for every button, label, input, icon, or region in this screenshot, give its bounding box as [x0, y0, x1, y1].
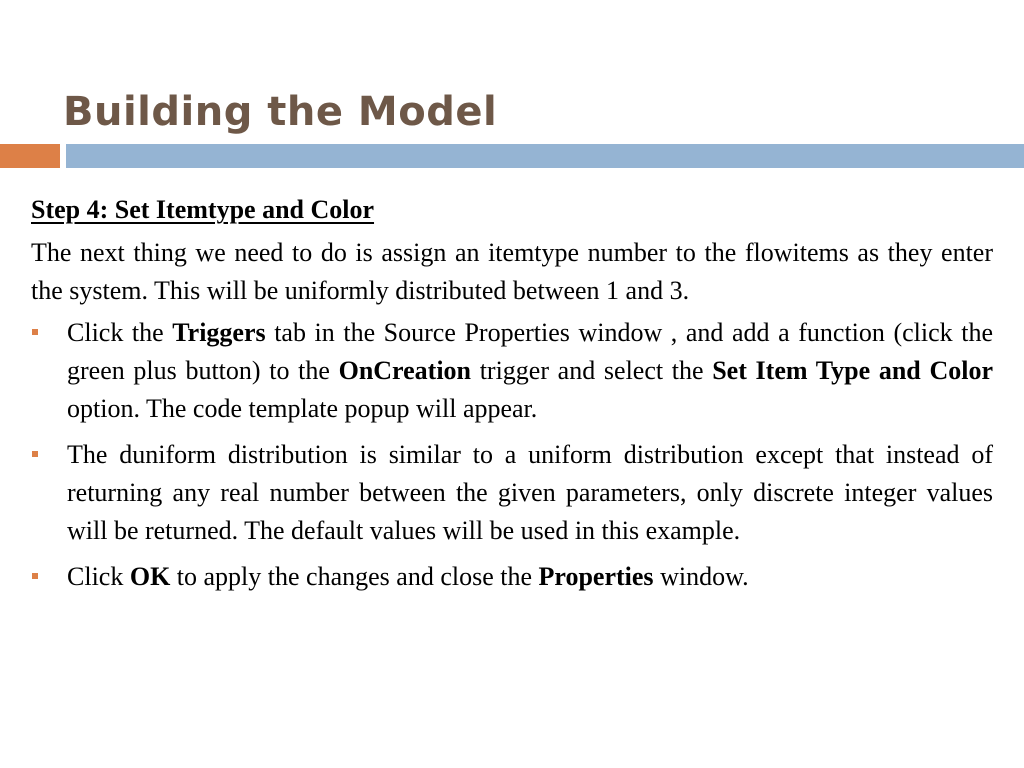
square-bullet-icon [32, 329, 38, 335]
accent-bar-orange [0, 144, 60, 168]
intro-paragraph: The next thing we need to do is assign an itemtype number to the flowitems as they enter the system. This will be uniformly distributed between 1 and 3. [31, 238, 993, 305]
bullet-bold-text: OK [129, 562, 171, 591]
bullet-text: to apply the changes and close the [170, 562, 539, 591]
accent-bar-blue [66, 144, 1024, 168]
square-bullet-icon [32, 573, 38, 579]
bullet-text: Click [67, 562, 130, 591]
bullet-item-duniform [31, 436, 993, 550]
slide-title: Building the Model [63, 89, 498, 135]
bullet-text: tab in the Source Properties window , and add a function (click the green plus button) to the [67, 318, 993, 385]
slide-content [31, 190, 993, 604]
bullet-bold-text: Set Item Type and Color [712, 356, 993, 385]
bullet-item-ok [31, 558, 993, 596]
bullet-item-triggers [31, 314, 993, 428]
bullet-text: trigger and select the [471, 356, 713, 385]
bullet-text: option. The code template popup will appear. [67, 394, 538, 423]
step-heading: Step 4: Set Itemtype and Color [31, 195, 375, 224]
bullet-list [31, 314, 993, 596]
bullet-bold-text: OnCreation [338, 356, 472, 385]
square-bullet-icon [32, 451, 38, 457]
bullet-text: Click the [67, 318, 173, 347]
bullet-text: window. [653, 562, 749, 591]
bullet-bold-text: Triggers [172, 318, 266, 347]
bullet-text: The duniform distribution is similar to a uniform distribution except that instead of returning any real number between the given parameters, only discrete integer values will be returned. The default values will be used in this example. [67, 440, 993, 545]
bullet-bold-text: Properties [538, 562, 654, 591]
